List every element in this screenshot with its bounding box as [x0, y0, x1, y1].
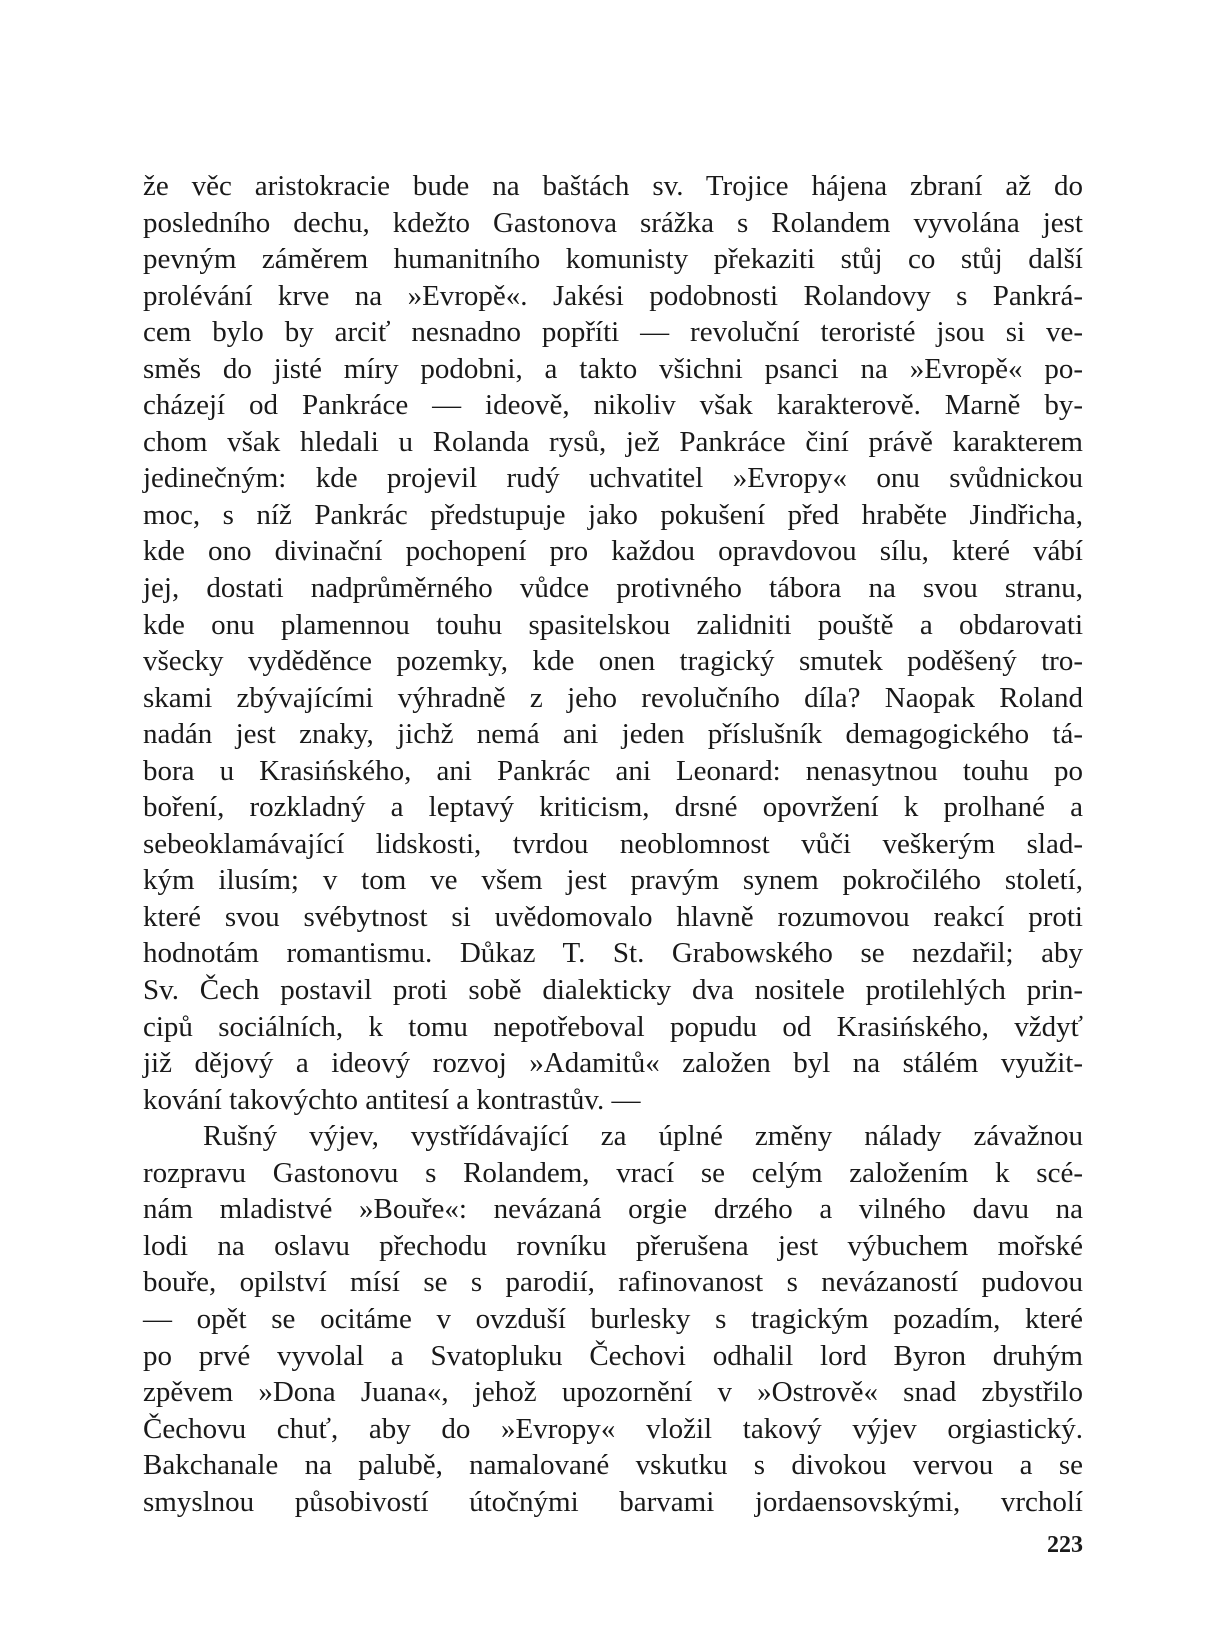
text-line: jedinečným: kde projevil rudý uchvatitel »Evropy« onu svůdnickou — [143, 462, 1083, 495]
paragraph-end-line: kování takovýchto antitesí a kontrastův. — — [143, 1083, 641, 1116]
text-line: cem bylo by arciť nesnadno popříti — revoluční teroristé jsou si ve- — [143, 316, 1083, 349]
text-line: prolévání krve na »Evropě«. Jakési podobnosti Rolandovy s Pankrá- — [143, 279, 1083, 312]
text-line: hodnotám romantismu. Důkaz T. St. Grabowského se nezdařil; aby — [143, 937, 1083, 970]
text-line: lodi na oslavu přechodu rovníku přerušena jest výbuchem mořské — [143, 1229, 1083, 1262]
text-line: pevným záměrem humanitního komunisty překaziti stůj co stůj další — [143, 243, 1083, 276]
text-line: po prvé vyvolal a Svatopluku Čechovi odhalil lord Byron druhým — [143, 1339, 1083, 1372]
text-line: zpěvem »Dona Juana«, jehož upozornění v »Ostrově« snad zbystřilo — [143, 1376, 1083, 1409]
text-line: Čechovu chuť, aby do »Evropy« vložil takový výjev orgiastický. — [143, 1412, 1083, 1445]
text-line: boření, rozkladný a leptavý kriticism, drsné opovržení k prolhané a — [143, 791, 1083, 824]
paragraph-start-line: Rušný výjev, vystřídávající za úplné změny nálady závažnou — [203, 1120, 1083, 1153]
text-line: kde ono divinační pochopení pro každou opravdovou sílu, které vábí — [143, 535, 1083, 568]
text-line: již dějový a ideový rozvoj »Adamitů« založen byl na stálém využit- — [143, 1047, 1083, 1080]
text-line: směs do jisté míry podobni, a takto všichni psanci na »Evropě« po- — [143, 352, 1083, 385]
text-line: cipů sociálních, k tomu nepotřeboval popudu od Krasińského, vždyť — [143, 1010, 1083, 1043]
text-line: všecky vyděděnce pozemky, kde onen tragický smutek poděšený tro- — [143, 645, 1083, 678]
text-line: nadán jest znaky, jichž nemá ani jeden příslušník demagogického tá- — [143, 718, 1083, 751]
text-line: cházejí od Pankráce — ideově, nikoliv však karakterově. Marně by- — [143, 389, 1083, 422]
text-line: že věc aristokracie bude na baštách sv. Trojice hájena zbraní až do — [143, 170, 1083, 202]
text-line: chom však hledali u Rolanda rysů, jež Pankráce činí právě karakterem — [143, 425, 1083, 458]
text-line: skami zbývajícími výhradně z jeho revolučního díla? Naopak Roland — [143, 681, 1083, 714]
text-line: moc, s níž Pankrác předstupuje jako pokušení před hraběte Jindřicha, — [143, 498, 1083, 531]
body-text — [143, 168, 1083, 1520]
text-line: jej, dostati nadprůměrného vůdce protivného tábora na svou stranu, — [143, 572, 1083, 605]
text-line: — opět se ocitáme v ovzduší burlesky s tragickým pozadím, které — [143, 1302, 1083, 1335]
text-line: Bakchanale na palubě, namalované vskutku s divokou vervou a se — [143, 1449, 1083, 1482]
text-line: bouře, opilství mísí se s parodií, rafinovanost s nevázaností pudovou — [143, 1266, 1083, 1299]
page-number: 223 — [1047, 1532, 1083, 1558]
text-line: posledního dechu, kdežto Gastonova srážka s Rolandem vyvolána jest — [143, 206, 1083, 239]
text-line: Sv. Čech postavil proti sobě dialekticky dva nositele protilehlých prin- — [143, 974, 1083, 1007]
text-line: nám mladistvé »Bouře«: nevázaná orgie drzého a vilného davu na — [143, 1193, 1083, 1226]
text-line: smyslnou působivostí útočnými barvami jordaensovskými, vrcholí — [143, 1485, 1083, 1518]
text-line: kým ilusím; v tom ve všem jest pravým synem pokročilého století, — [143, 864, 1083, 897]
text-line: které svou svébytnost si uvědomovalo hlavně rozumovou reakcí proti — [143, 900, 1083, 933]
text-line: sebeoklamávající lidskosti, tvrdou neoblomnost vůči veškerým slad- — [143, 827, 1083, 860]
text-line: kde onu plamennou touhu spasitelskou zalidniti pouště a obdarovati — [143, 608, 1083, 641]
text-line: bora u Krasińského, ani Pankrác ani Leonard: nenasytnou touhu po — [143, 754, 1083, 787]
text-line: rozpravu Gastonovu s Rolandem, vrací se celým založením k scé- — [143, 1156, 1083, 1189]
